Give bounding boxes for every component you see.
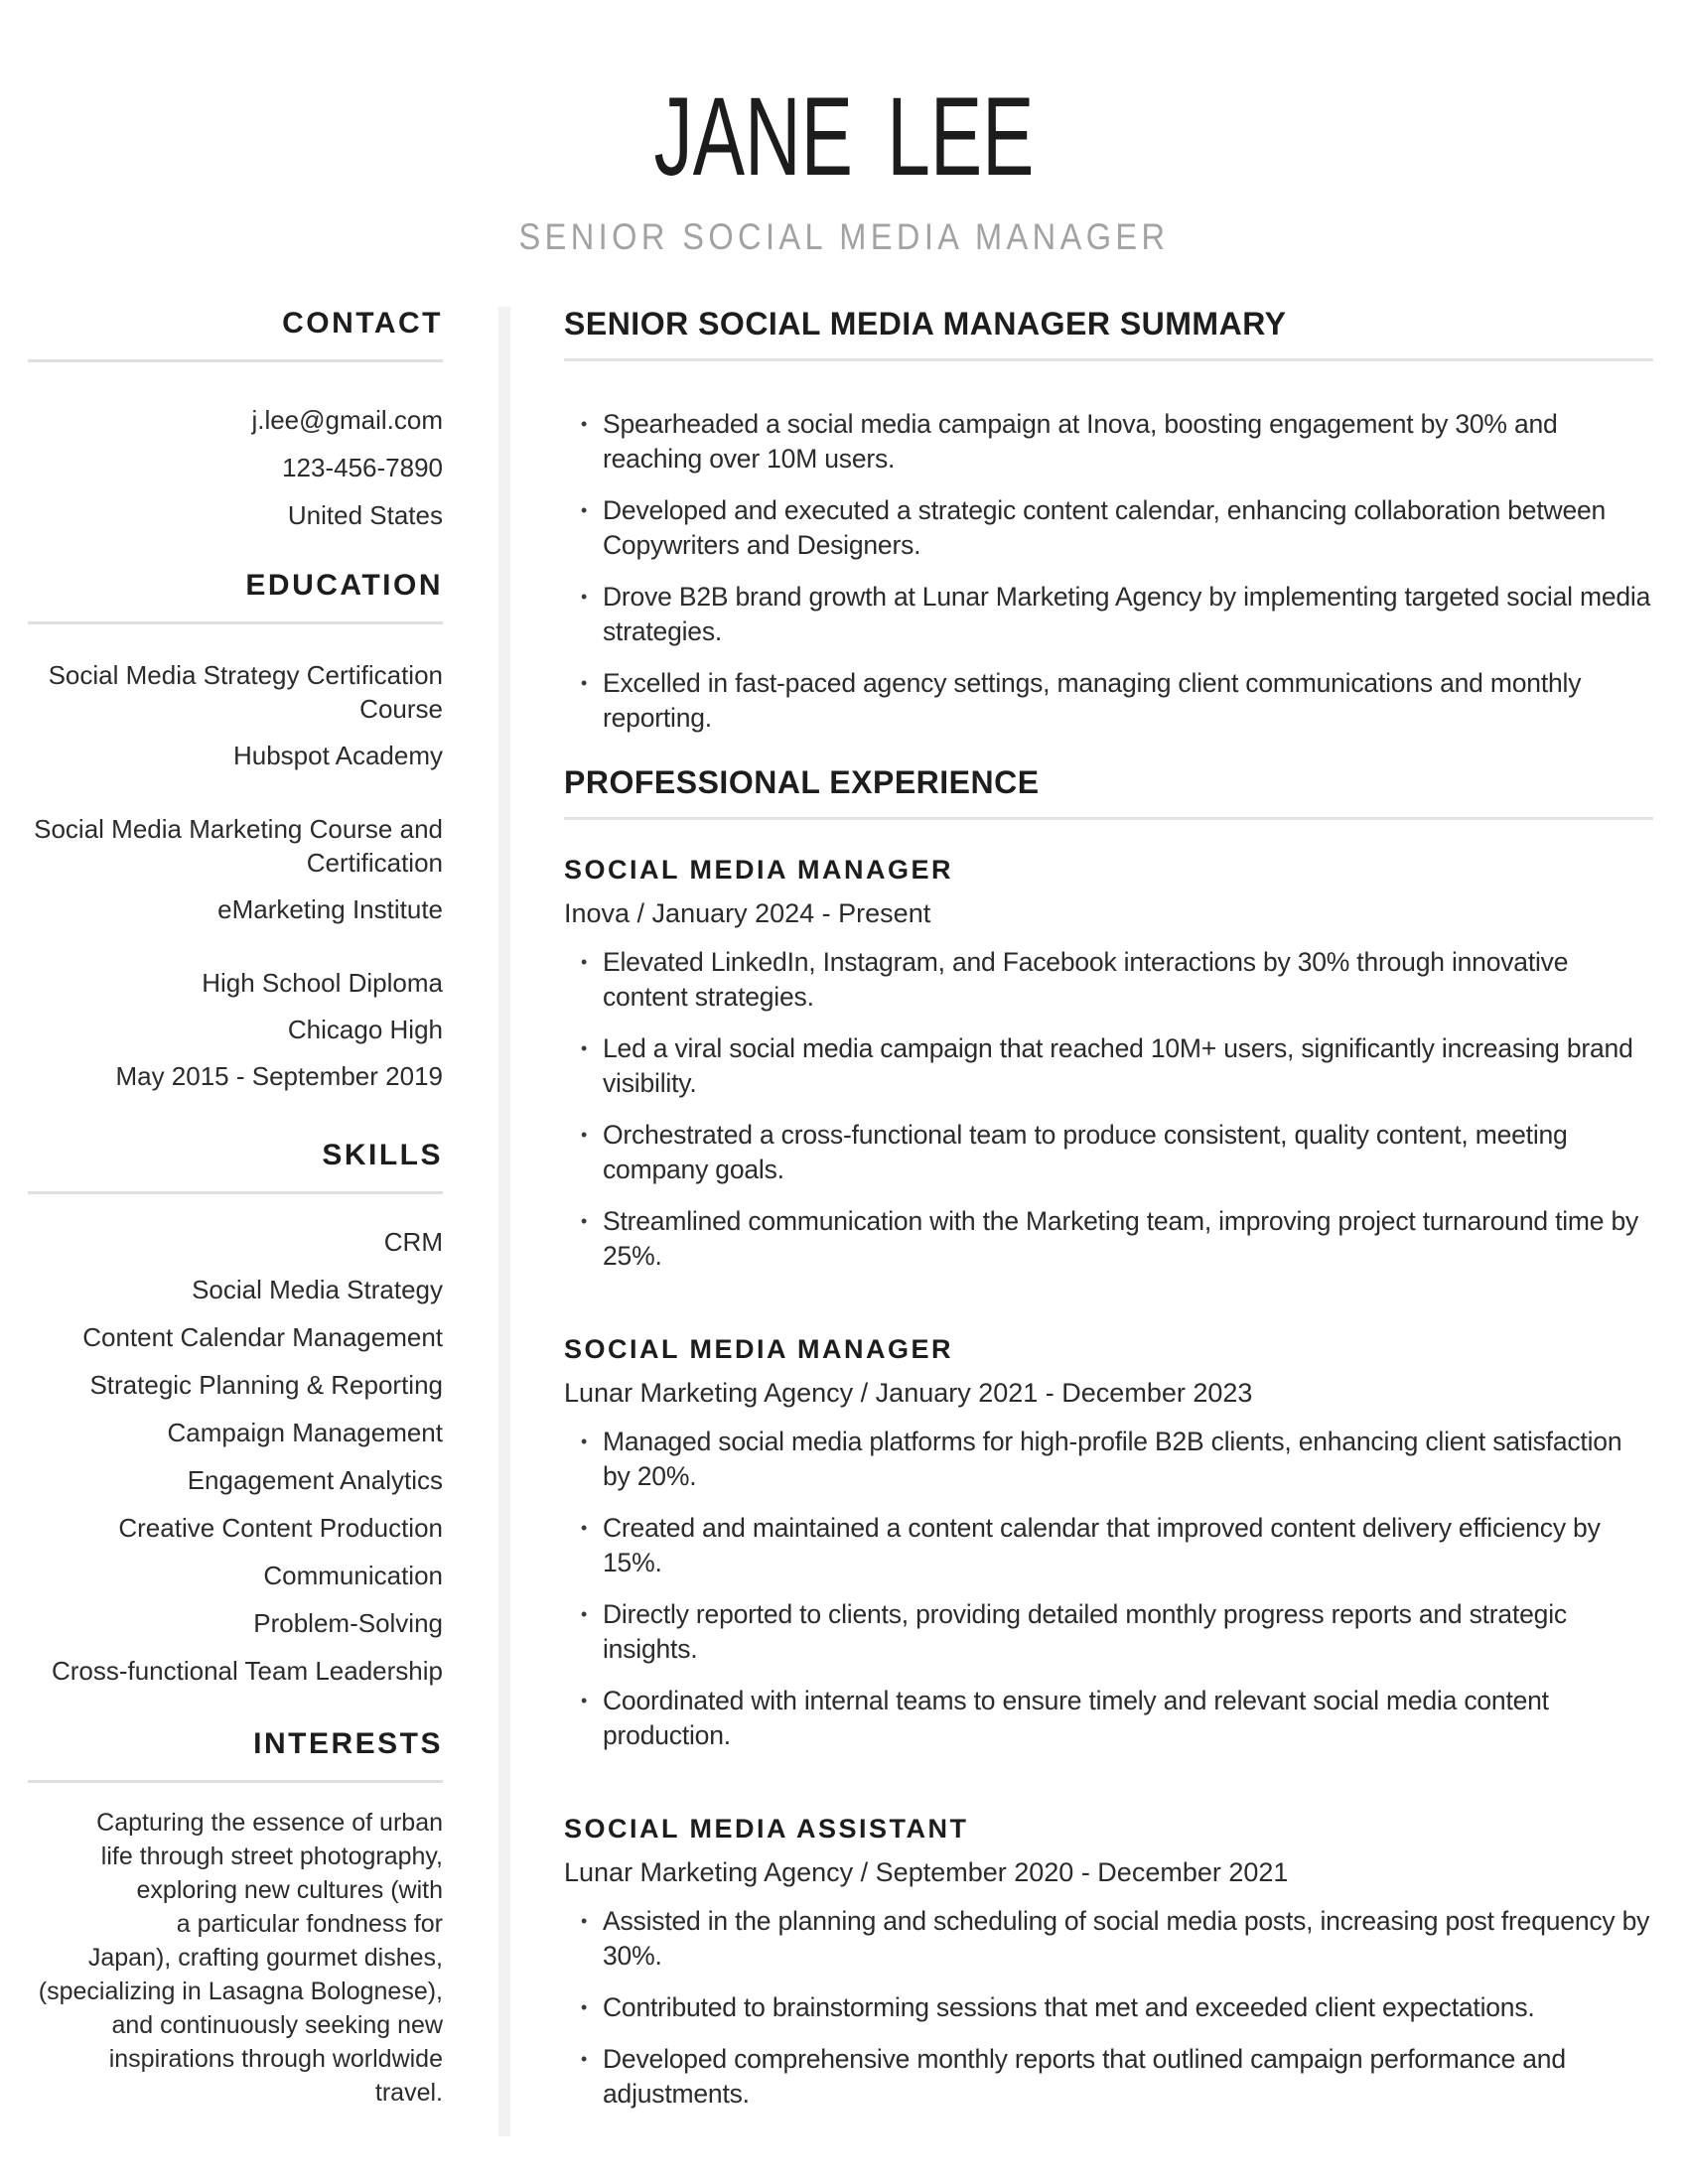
education-heading: EDUCATION — [245, 569, 443, 602]
summary-heading: SENIOR SOCIAL MEDIA MANAGER SUMMARY — [564, 306, 1287, 341]
bullet-item: • Drove B2B brand growth at Lunar Marketing Agency by implementing targeted social media strategies. — [603, 580, 1653, 649]
bullet-item: • Elevated LinkedIn, Instagram, and Facebook interactions by 30% through innovative content strategies. — [603, 945, 1653, 1015]
skill-item: Communication — [263, 1561, 443, 1590]
job-bullet-list — [564, 1904, 1653, 2112]
bullet-item: • Streamlined communication with the Marketing team, improving project turnaround time by 25%. — [603, 1204, 1653, 1274]
job-bullet-list — [564, 1425, 1653, 1753]
candidate-name: JANE LEE — [653, 74, 1035, 199]
job-entry — [564, 1813, 1653, 2112]
contact-item: 123-456-7890 — [282, 453, 443, 482]
degree-line: Certification — [306, 848, 443, 878]
section-rule — [564, 817, 1653, 820]
skill-item: Campaign Management — [167, 1418, 443, 1447]
skill-item: CRM — [383, 1227, 443, 1257]
interests-section — [28, 1726, 443, 2110]
education-entry — [28, 812, 443, 926]
bullet-item: • Led a viral social media campaign that reached 10M+ users, significantly increasing brand visibility. — [603, 1031, 1653, 1101]
bullet-item: • Contributed to brainstorming sessions that met and exceeded client expectations. — [603, 1990, 1653, 2025]
vertical-divider — [498, 307, 510, 2136]
bullet-item: • Created and maintained a content calendar that improved content delivery efficiency by 15%. — [603, 1511, 1653, 1580]
education-entry — [28, 658, 443, 772]
contact-heading: CONTACT — [282, 307, 443, 340]
interests-line: travel. — [374, 2079, 443, 2107]
bullet-item: • Orchestrated a cross-functional team to produce consistent, quality content, meeting company goals. — [603, 1118, 1653, 1187]
job-title: SOCIAL MEDIA MANAGER — [564, 1334, 954, 1364]
job-entry — [564, 1333, 1653, 1753]
bullet-item: • Developed comprehensive monthly reports that outlined campaign performance and adjustments. — [603, 2042, 1653, 2112]
bullet-item: • Excelled in fast-paced agency settings, managing client communications and monthly reporting. — [603, 666, 1653, 736]
skills-heading: SKILLS — [322, 1139, 443, 1171]
school-name: eMarketing Institute — [217, 894, 443, 924]
education-entry — [28, 966, 443, 1093]
contact-item: United States — [287, 500, 443, 530]
candidate-job-title: SENIOR SOCIAL MEDIA MANAGER — [518, 216, 1170, 257]
job-company-dates: Lunar Marketing Agency / September 2020 - December 2021 — [564, 1857, 1289, 1887]
section-rule — [28, 1780, 443, 1783]
degree-line: Social Media Strategy Certification — [48, 660, 443, 690]
job-entry — [564, 854, 1653, 1274]
interests-line: (specializing in Lasagna Bolognese), — [38, 1978, 443, 2005]
bullet-item: • Coordinated with internal teams to ensure timely and relevant social media content production. — [603, 1684, 1653, 1753]
degree-name — [28, 812, 443, 880]
degree-line: Social Media Marketing Course and — [34, 814, 443, 844]
degree-line: Course — [359, 694, 443, 724]
bullet-item: • Assisted in the planning and scheduling of social media posts, increasing post frequency by 30%. — [603, 1904, 1653, 1974]
interests-line: exploring new cultures (with — [136, 1876, 443, 1904]
job-bullet-list — [564, 945, 1653, 1274]
contact-section — [28, 306, 443, 539]
section-rule — [28, 1191, 443, 1194]
summary-bullet-list — [564, 407, 1653, 736]
interests-line: Capturing the essence of urban — [96, 1809, 443, 1837]
section-rule — [28, 621, 443, 624]
skill-item: Creative Content Production — [118, 1513, 443, 1543]
education-list — [28, 658, 443, 1093]
contact-item: j.lee@gmail.com — [251, 405, 443, 435]
interests-line: Japan), crafting gourmet dishes, — [87, 1944, 443, 1972]
job-company-dates: Inova / January 2024 - Present — [564, 898, 931, 928]
education-section — [28, 568, 443, 1093]
job-title: SOCIAL MEDIA MANAGER — [564, 855, 954, 885]
bullet-item: • Developed and executed a strategic content calendar, enhancing collaboration between Copywriters and Designers. — [603, 493, 1653, 563]
interests-line: and continuously seeking new — [111, 2011, 443, 2039]
bullet-item: • Directly reported to clients, providing detailed monthly progress reports and strategic insights. — [603, 1597, 1653, 1667]
section-rule — [564, 358, 1653, 361]
school-name: Chicago High — [287, 1015, 443, 1044]
skill-item: Social Media Strategy — [192, 1275, 443, 1304]
job-company-dates: Lunar Marketing Agency / January 2021 - December 2023 — [564, 1378, 1253, 1408]
school-name: Hubspot Academy — [232, 741, 443, 770]
interests-line: inspirations through worldwide — [108, 2045, 443, 2073]
skill-item: Cross-functional Team Leadership — [51, 1656, 443, 1686]
interests-line: a particular fondness for — [176, 1910, 443, 1938]
job-list — [564, 854, 1653, 2112]
interests-heading: INTERESTS — [253, 1727, 443, 1760]
skill-item: Problem-Solving — [253, 1608, 443, 1638]
degree-line: High School Diploma — [202, 968, 443, 998]
skill-item: Engagement Analytics — [187, 1465, 443, 1495]
degree-name — [28, 658, 443, 726]
skill-item: Strategic Planning & Reporting — [89, 1370, 443, 1400]
summary-section — [564, 306, 1653, 736]
education-dates: May 2015 - September 2019 — [115, 1061, 443, 1091]
skill-item: Content Calendar Management — [82, 1322, 443, 1352]
interests-text — [28, 1806, 443, 2110]
experience-heading: PROFESSIONAL EXPERIENCE — [564, 764, 1040, 800]
job-title: SOCIAL MEDIA ASSISTANT — [564, 1814, 969, 1843]
interests-line: life through street photography, — [100, 1843, 443, 1870]
experience-section — [564, 764, 1653, 2112]
contact-list — [28, 396, 443, 539]
bullet-item: • Spearheaded a social media campaign at Inova, boosting engagement by 30% and reaching over 10M users. — [603, 407, 1653, 477]
section-rule — [28, 359, 443, 362]
bullet-item: • Managed social media platforms for high-profile B2B clients, enhancing client satisfaction by 20%. — [603, 1425, 1653, 1494]
skills-section — [28, 1138, 443, 1695]
skills-list — [28, 1218, 443, 1695]
degree-name — [28, 966, 443, 1000]
